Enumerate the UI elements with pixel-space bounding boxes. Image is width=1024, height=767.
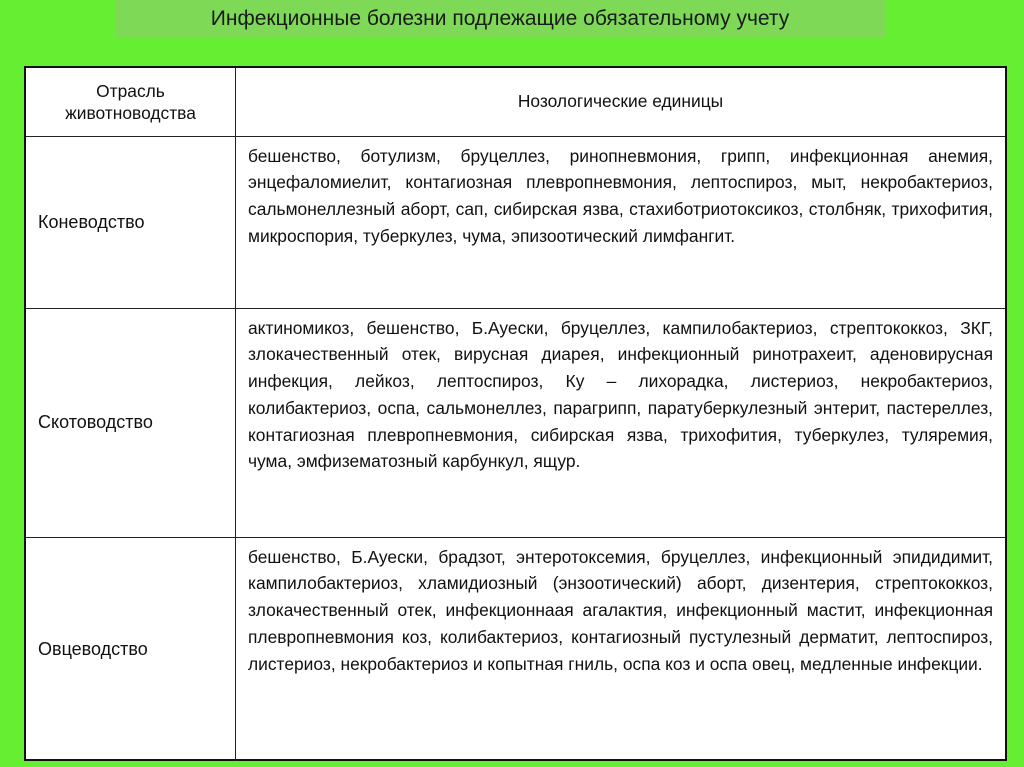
diseases-table-container <box>24 66 1007 761</box>
branch-cell: Овцеводство <box>26 537 236 761</box>
table-header-row <box>26 68 1005 136</box>
page-title: Инфекционные болезни подлежащие обязательному учету <box>210 7 790 30</box>
header-units: Нозологические единицы <box>236 68 1006 136</box>
diseases-cell: бешенство, ботулизм, бруцеллез, ринопневмония, грипп, инфекционная анемия, энцефаломиелит, контагиозная плевропневмония, лептоспироз, мыт, некробактериоз, сальмонеллезный аборт, сап, сибирская язва, стахиботриотоксикоз, столбняк, трихофития, микроспория, туберкулез, чума, эпизоотический лимфангит. <box>236 136 1006 308</box>
table-row <box>26 136 1005 308</box>
diseases-cell: бешенство, Б.Ауески, брадзот, энтеротоксемия, бруцеллез, инфекционный эпидидимит, кампилобактериоз, хламидиозный (энзоотический) аборт, дизентерия, стрептококкоз, злокачественный отек, инфекционнаая агалактия, инфекционный мастит, инфекционная плевропневмония коз, колибактериоз, контагиозный пустулезный дерматит, лептоспироз, листериоз, некробактериоз и копытная гниль, оспа коз и оспа овец, медленные инфекции. <box>236 537 1006 761</box>
table-row <box>26 308 1005 537</box>
diseases-cell: актиномикоз, бешенство, Б.Ауески, бруцеллез, кампилобактериоз, стрептококкоз, ЗКГ, злокачественный отек, вирусная диарея, инфекционный ринотрахеит, аденовирусная инфекция, лейкоз, лептоспироз, Ку – лихорадка, листериоз, некробактериоз, колибактериоз, оспа, сальмонеллез, парагрипп, паратуберкулезный энтерит, пастереллез, контагиозная плевропневмония, сибирская язва, трихофития, туберкулез, туляремия, чума, эмфизематозный карбункул, ящур. <box>236 308 1006 537</box>
header-branch: Отрасль животноводства <box>26 68 236 136</box>
table-row <box>26 537 1005 761</box>
branch-cell: Коневодство <box>26 136 236 308</box>
title-banner <box>115 0 885 38</box>
diseases-table <box>26 68 1005 761</box>
branch-cell: Скотоводство <box>26 308 236 537</box>
